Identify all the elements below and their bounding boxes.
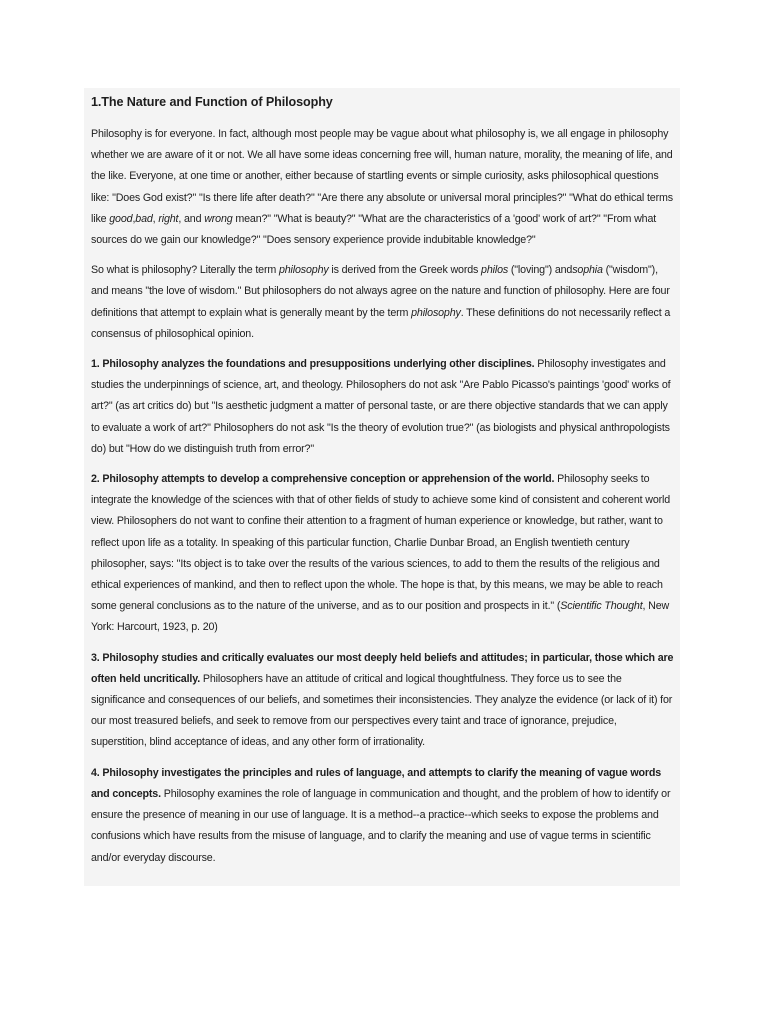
definition-item-4 <box>91 763 674 869</box>
intro-sep-2: , <box>152 212 159 225</box>
page-title: 1.The Nature and Function of Philosophy <box>91 95 333 109</box>
def-text-a: So what is philosophy? Literally the term <box>91 264 279 277</box>
item-1-heading: 1. Philosophy analyzes the foundations and presuppositions underlying other disciplines. <box>91 358 535 371</box>
item-3-body: Philosophers have an attitude of critical and logical thoughtfulness. They force us to see the significance and consequences of our beliefs, and sometimes their inconsistencies. They analyze the evidence (or lack of it) for our most treasured beliefs, and seek to remove from our perspectives every taint and trace of ignorance, prejudice, superstition, blind acceptance of ideas, and any other form of irrationality. <box>91 672 673 749</box>
definition-item-2 <box>91 469 674 639</box>
def-text-e: . These definitions do not necessarily reflect a consensus of philosophical opinion. <box>91 306 671 340</box>
item-2-citation-tail: , New York: Harcourt, 1923, p. 20) <box>91 600 670 634</box>
item-2-body: Philosophy seeks to integrate the knowledge of the sciences with that of other fields of study to achieve some kind of consistent and coherent world view. Philosophers do not want to confine their attention to a fragment of human experience or knowledge, but rather, want to reflect upon life as a totality. In speaking of this particular function, Charlie Dunbar Broad, an English twentieth century philosopher, says: "Its object is to take over the results of the various sciences, to add to them the results of the religious and ethical experiences of mankind, and then to reflect upon the whole. The hope is that, by this means, we may be able to reach some general conclusions as to the nature of the universe, and as to our position and prospects in it." ( <box>91 473 671 613</box>
def-text-d: ("wisdom"), and means "the love of wisdom." But philosophers do not always agree on the nature and function of philosophy. Here are four definitions that attempt to explain what is generally meant by the term <box>91 264 670 319</box>
item-2-citation-title: Scientific Thought <box>560 600 643 613</box>
definition-item-3 <box>91 648 674 754</box>
term-good: good <box>109 212 133 225</box>
term-right: right <box>158 212 179 225</box>
intro-paragraph <box>91 124 674 251</box>
def-text-c: ("loving") and <box>508 264 573 277</box>
intro-text-2: mean?" "What is beauty?" "What are the characteristics of a 'good' work of art?" "From what sources do we gain our knowledge?" "Does sensory experience provide indubitable knowledge?" <box>91 212 657 247</box>
term-bad: bad <box>135 212 153 225</box>
term-philos: philos <box>481 264 509 277</box>
term-sophia: sophia <box>572 264 603 277</box>
item-4-heading: 4. Philosophy investigates the principles and rules of language, and attempts to clarify the meaning of vague words and concepts. <box>91 766 662 800</box>
intro-text-1: Philosophy is for everyone. In fact, although most people may be vague about what philosophy is, we all engage in philosophy whether we are aware of it or not. We all have some ideas concerning free will, human nature, morality, the meaning of life, and the like. Everyone, at one time or another, either because of startling events or simple curiosity, asks philosophical questions like: "Does God exist?" "Is there life after death?" "Are there any absolute or universal moral principles?" "What do ethical terms like <box>91 128 673 225</box>
text-block <box>84 88 680 886</box>
item-2-heading: 2. Philosophy attempts to develop a comprehensive conception or apprehension of the world. <box>91 473 555 486</box>
item-3-heading: 3. Philosophy studies and critically evaluates our most deeply held beliefs and attitudes; in particular, those which are often held uncritically. <box>91 651 674 685</box>
definition-paragraph <box>91 260 674 345</box>
term-philosophy-2: philosophy <box>411 306 461 319</box>
def-text-b: is derived from the Greek words <box>328 264 482 277</box>
intro-sep-1: , <box>132 212 136 225</box>
intro-sep-3: , and <box>178 212 205 225</box>
term-wrong: wrong <box>204 212 233 225</box>
definition-item-1 <box>91 354 674 460</box>
item-1-body: Philosophy investigates and studies the underpinnings of science, art, and theology. Philosophers do not ask "Are Pablo Picasso's paintings 'good' works of art?" (as art critics do) but "Is aesthetic judgment a matter of personal taste, or are there objective standards that we can apply to evaluate a work of art?" Philosophers do not ask "Is the theory of evolution true?" (as biologists and physical anthropologists do) but "How do we distinguish truth from error?" <box>91 358 671 455</box>
term-philosophy: philosophy <box>278 264 329 277</box>
item-4-body: Philosophy examines the role of language in communication and thought, and the problem of how to identify or ensure the presence of meaning in our use of language. It is a method--a practice--which seeks to expose the problems and confusions which have results from the misuse of language, and to clarify the meaning and use of vague terms in scientific and/or everyday discourse. <box>91 787 671 864</box>
